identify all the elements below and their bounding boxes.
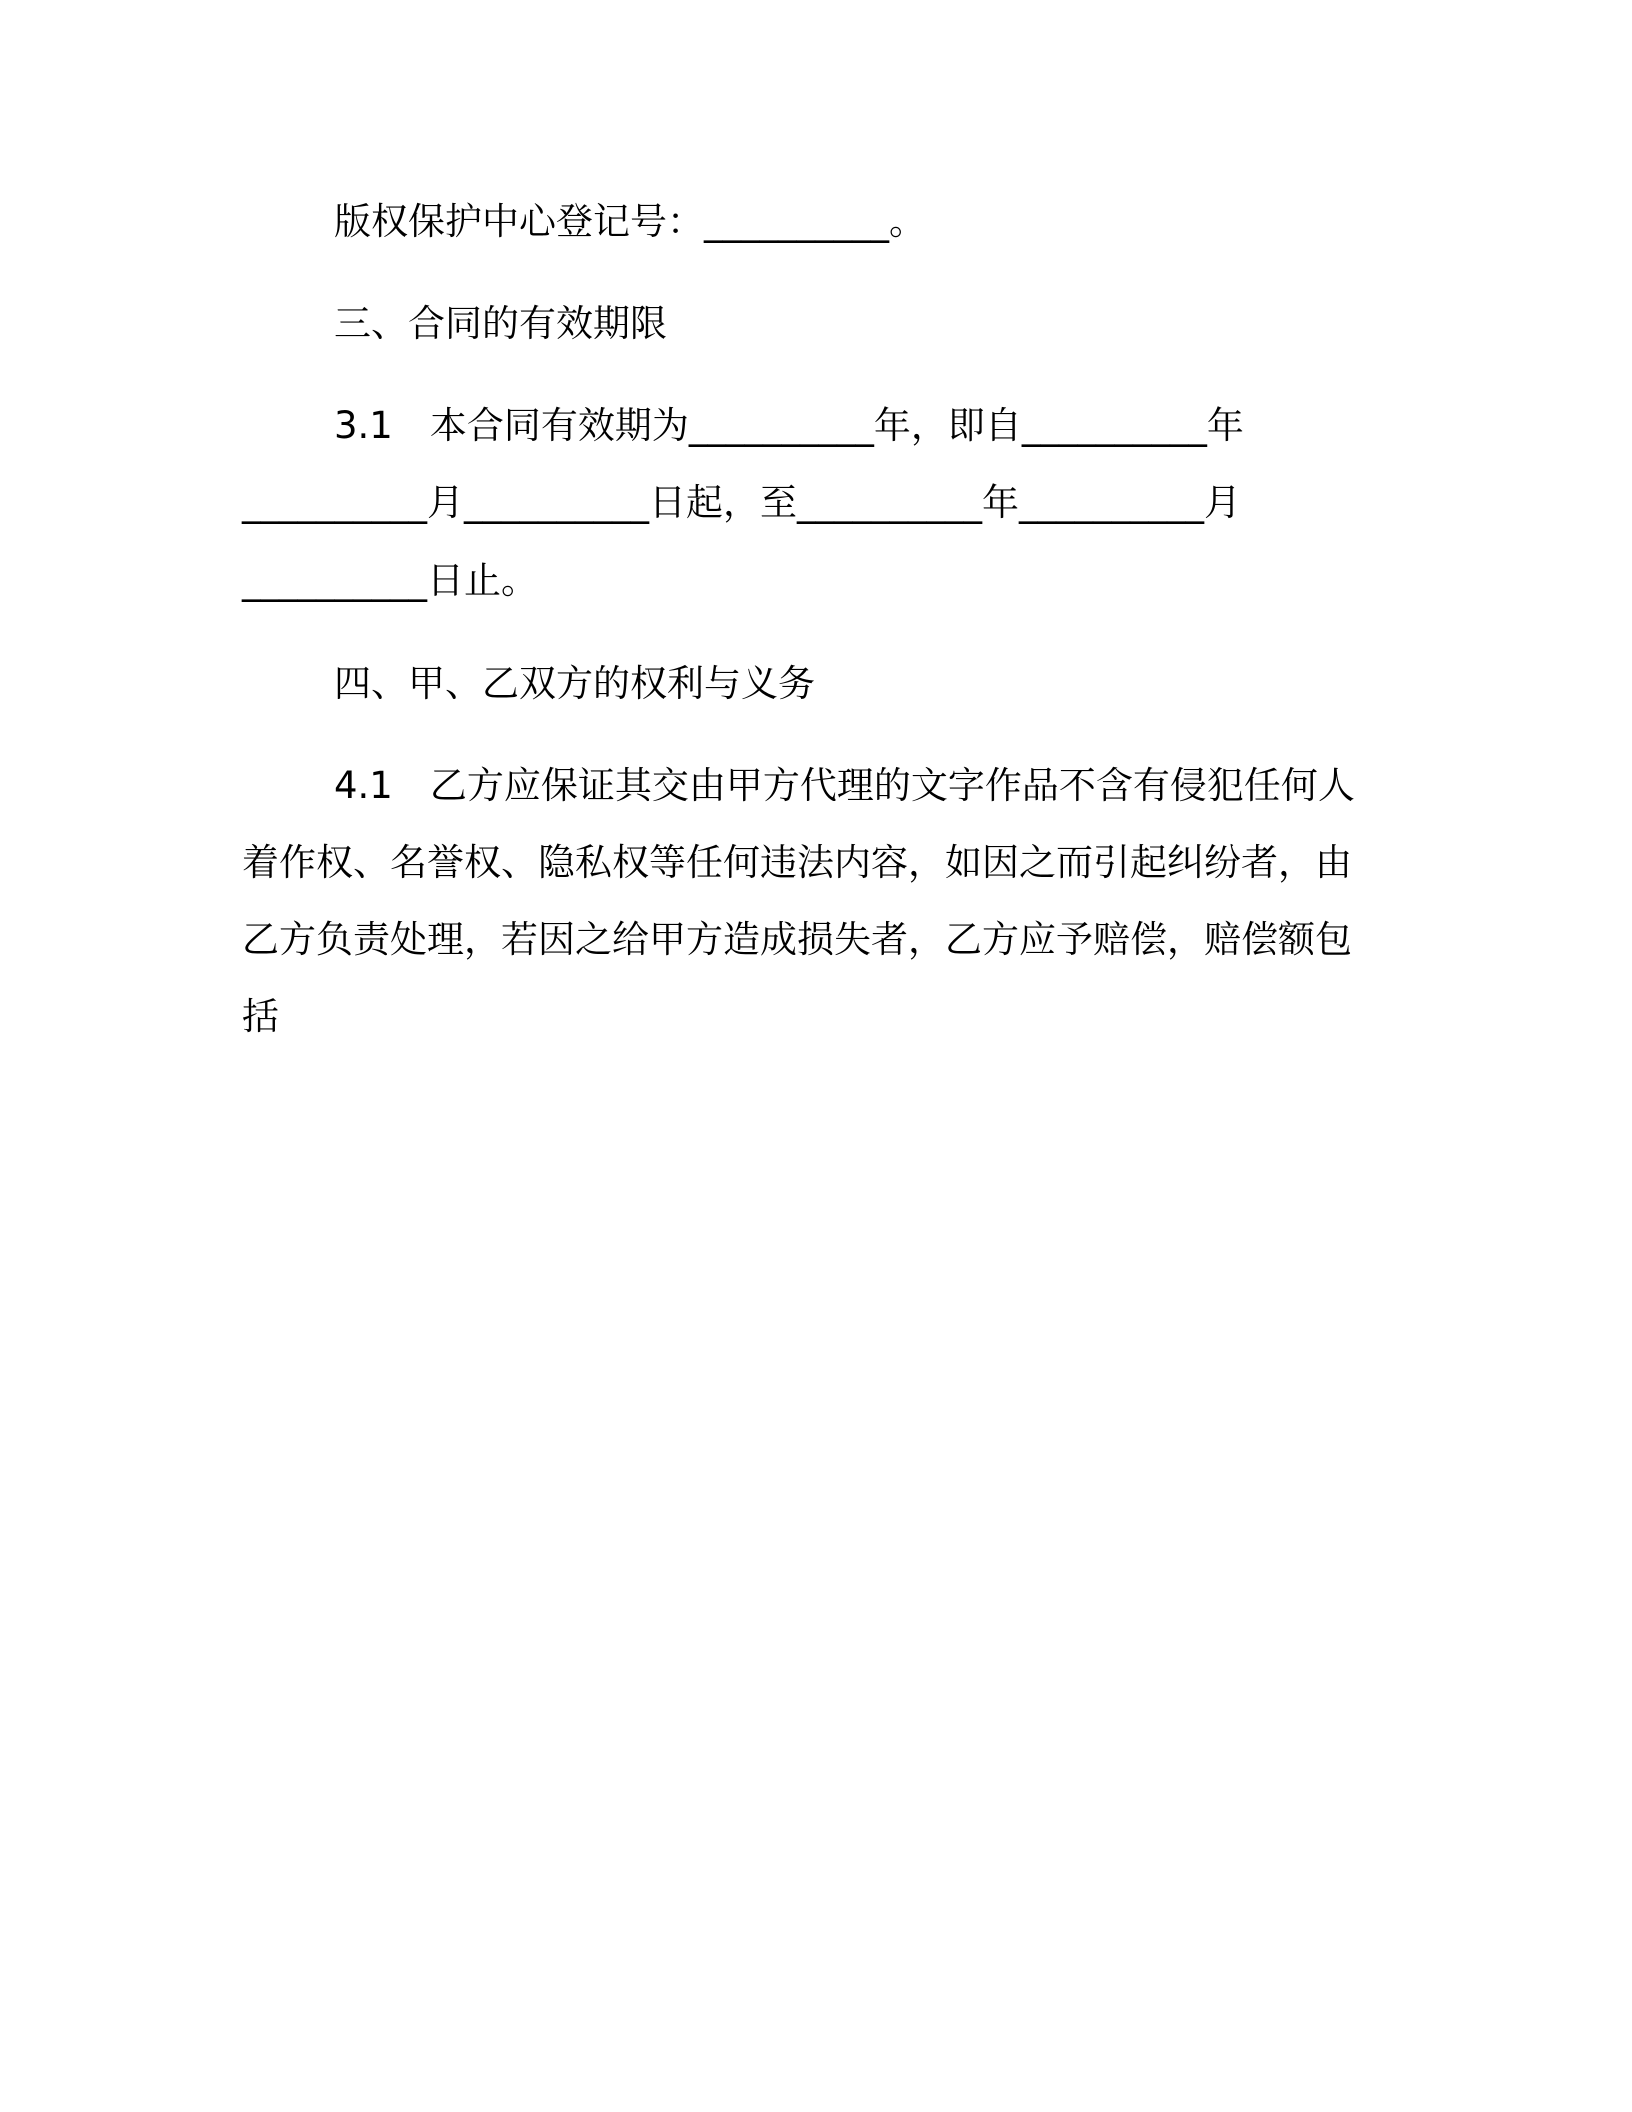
section-4-heading: 四、甲、乙双方的权利与义务 xyxy=(334,662,815,705)
clause-4-1-line-4: 括 xyxy=(242,995,279,1038)
clause-3-1-line-2: __________月__________日起，至__________年__________月 xyxy=(242,481,1241,524)
section-3-heading: 三、合同的有效期限 xyxy=(334,302,667,345)
clause-3-1-line-3: __________日止。 xyxy=(242,559,538,602)
clause-4-1-line-3: 乙方负责处理，若因之给甲方造成损失者，乙方应予赔偿，赔偿额包 xyxy=(242,918,1352,961)
clause-4-1-line-2: 着作权、名誉权、隐私权等任何违法内容，如因之而引起纠纷者，由 xyxy=(242,841,1352,884)
clause-3-1-line-1: 3.1 本合同有效期为__________年，即自__________年 xyxy=(334,404,1244,447)
registration-number-line: 版权保护中心登记号：__________。 xyxy=(334,200,926,243)
clause-4-1-line-1: 4.1 乙方应保证其交由甲方代理的文字作品不含有侵犯任何人 xyxy=(334,764,1355,807)
